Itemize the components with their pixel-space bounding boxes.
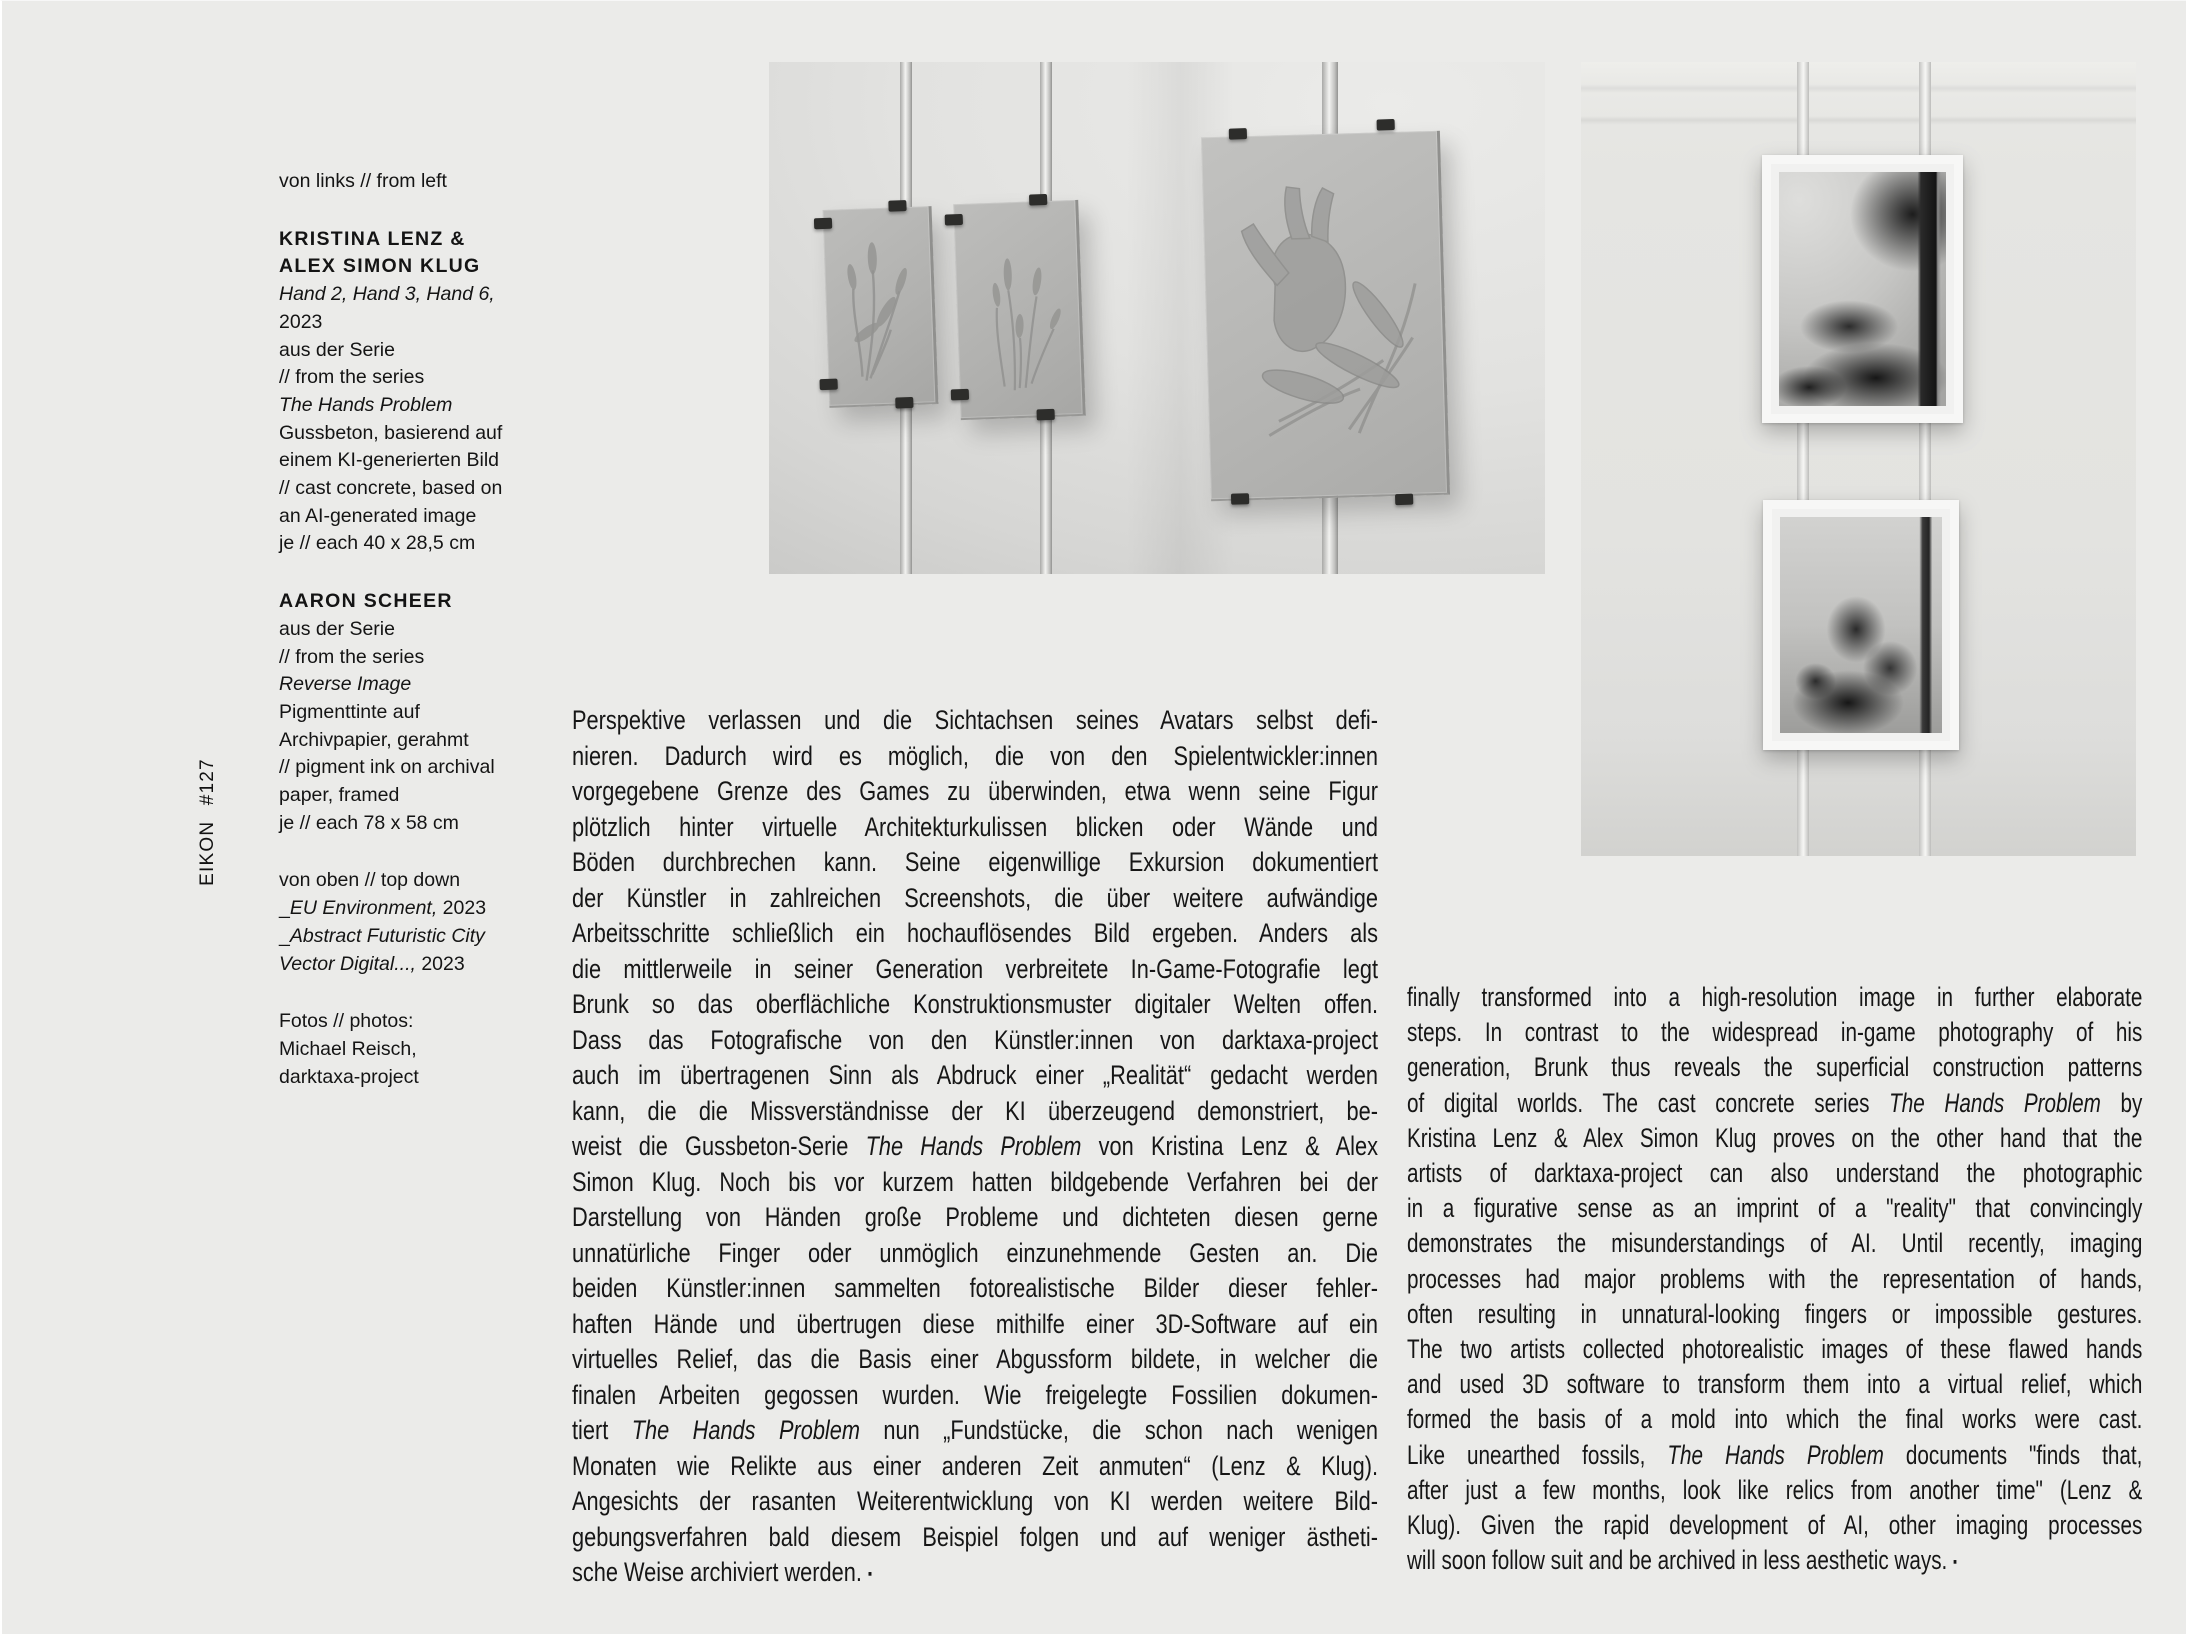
text-line: KRISTINA LENZ & xyxy=(279,227,466,250)
text-line: der Künstler in zahlreichen Screenshots, die über weitere aufwändige xyxy=(572,882,1378,913)
text-line: Pigmenttinte auf xyxy=(279,700,420,723)
caption-block xyxy=(279,226,579,558)
text-line: ALEX SIMON KLUG xyxy=(279,255,481,278)
concrete-panel-hand3 xyxy=(953,200,1085,420)
text-line: Perspektive verlassen und die Sichtachsen seines Avatars selbst defi- xyxy=(572,705,1378,735)
framed-print-eu-environment xyxy=(1762,155,1963,423)
text-line: je // each 78 x 58 cm xyxy=(279,811,459,834)
text-line: // from the series xyxy=(279,645,425,668)
caption-column xyxy=(279,168,579,1091)
article-text-english xyxy=(1407,980,2142,1581)
text-line: aus der Serie xyxy=(279,338,395,361)
text-line: Fotos // photos: xyxy=(279,1010,414,1033)
text-line: kann, die die Missverständnisse der KI überzeugend demonstriert, be- xyxy=(572,1095,1378,1126)
text-line: Angesichts der rasanten Weiterentwicklung von KI werden weitere Bild- xyxy=(572,1486,1378,1516)
text-line: Archivpapier, gerahmt xyxy=(279,728,469,751)
text-line: die mittlerweile in seiner Generation verbreitete In-Game-Fotografie legt xyxy=(572,953,1378,984)
text-line: // pigment ink on archival xyxy=(279,756,495,779)
hand-relief-graphic xyxy=(1201,131,1447,499)
text-line: Vector Digital..., 2023 xyxy=(279,952,465,975)
text-line: Simon Klug. Noch bis vor kurzem hatten bildgebende Verfahren bei der xyxy=(572,1166,1378,1197)
panel-clip xyxy=(888,200,906,212)
text-line: in a figurative sense as an imprint of a "reality" that convincingly xyxy=(1407,1193,2143,1224)
caption-block xyxy=(279,1008,579,1091)
text-line: nieren. Dadurch wird es möglich, die von den Spielentwickler:innen xyxy=(572,740,1378,771)
text-line: Klug). Given the rapid development of AI, other imaging processes xyxy=(1407,1510,2143,1541)
panel-clip xyxy=(1036,409,1054,421)
panel-clip xyxy=(951,389,969,401)
text-line: je // each 40 x 28,5 cm xyxy=(279,532,476,555)
text-line: 2023 xyxy=(279,310,323,333)
text-line: auch im übertragenen Sinn als Abdruck einer „Realität“ gedacht werden xyxy=(572,1060,1378,1090)
artwork-eu-environment xyxy=(1779,172,1946,406)
text-line: von links // from left xyxy=(279,170,447,192)
text-line: finalen Arbeiten gegossen wurden. Wie freigelegte Fossilien dokumen- xyxy=(572,1379,1378,1410)
text-line: steps. In contrast to the widespread in-game photography of his xyxy=(1407,1017,2143,1048)
text-line: generation, Brunk thus reveals the superficial construction patterns xyxy=(1407,1052,2143,1083)
text-line: Michael Reisch, xyxy=(279,1037,417,1060)
text-line: of digital worlds. The cast concrete series The Hands Problem by xyxy=(1407,1087,2143,1118)
article-text-german xyxy=(572,703,1378,1593)
text-line: _EU Environment, 2023 xyxy=(279,897,487,920)
caption-block xyxy=(279,168,579,196)
text-line: Darstellung von Händen große Probleme und dichteten diesen gerne xyxy=(572,1202,1378,1232)
text-line: tiert The Hands Problem nun „Fundstücke, die schon nach wenigen xyxy=(572,1415,1378,1445)
text-line: Arbeitsschritte schließlich ein hochauflösendes Bild ergeben. Anders als xyxy=(572,918,1378,948)
text-line: Like unearthed fossils, The Hands Problem documents "finds that, xyxy=(1407,1439,2143,1470)
text-line: after just a few months, look like relics from another time" (Lenz & xyxy=(1407,1474,2143,1505)
text-line: The Hands Problem xyxy=(279,393,453,416)
text-line: often resulting in unnatural-looking fingers or impossible gestures. xyxy=(1407,1298,2143,1329)
framed-print-abstract-futuristic-city xyxy=(1763,500,1959,750)
text-line: plötzlich hinter virtuelle Architekturkulissen blicken oder Wände und xyxy=(572,811,1378,842)
text-line: _Abstract Futuristic City xyxy=(279,924,485,947)
text-line: and used 3D software to transform them into a virtual relief, which xyxy=(1407,1369,2143,1400)
concrete-panel-hand6 xyxy=(1201,131,1450,502)
caption-block xyxy=(279,867,579,978)
text-line: AARON SCHEER xyxy=(279,590,453,613)
text-line: von oben // top down xyxy=(279,869,461,892)
panel-clip xyxy=(1229,128,1247,139)
panel-clip xyxy=(1231,493,1249,504)
text-line: vorgegebene Grenze des Games zu überwinden, etwa wenn seine Figur xyxy=(572,776,1378,806)
text-line: paper, framed xyxy=(279,784,400,807)
text-line: will soon follow suit and be archived in less aesthetic ways. ▪ xyxy=(1407,1545,1958,1576)
text-line: // cast concrete, based on xyxy=(279,477,503,500)
text-line: Böden durchbrechen kann. Seine eigenwillige Exkursion dokumentiert xyxy=(572,847,1378,877)
installation-photo-concrete xyxy=(769,62,1545,574)
text-line: demonstrates the misunderstandings of AI. Until recently, imaging xyxy=(1407,1228,2143,1259)
text-line: formed the basis of a mold into which the final works were cast. xyxy=(1407,1404,2143,1435)
frame-mat xyxy=(1771,164,1954,414)
plant-relief-graphic xyxy=(953,200,1082,418)
panel-clip xyxy=(895,397,913,409)
magazine-issue-label: EIKON #127 xyxy=(197,758,218,886)
text-line: haften Hände und übertrugen diese mithilfe einer 3D-Software auf ein xyxy=(572,1308,1378,1339)
text-line: Dass das Fotografische von den Künstler:innen von darktaxa-project xyxy=(572,1024,1378,1055)
text-line: unnatürliche Finger oder unmöglich einzunehmende Gesten an. Die xyxy=(572,1237,1378,1268)
panel-clip xyxy=(819,379,837,391)
caption-block xyxy=(279,588,579,837)
text-line: virtuelles Relief, das die Basis einer Abgussform bildete, in welcher die xyxy=(572,1344,1378,1374)
artwork-abstract-futuristic-city xyxy=(1780,517,1942,733)
panel-clip xyxy=(1395,494,1413,505)
panel-clip xyxy=(1377,119,1395,130)
text-line: finally transformed into a high-resolution image in further elaborate xyxy=(1407,982,2143,1012)
text-line: processes had major problems with the representation of hands, xyxy=(1407,1263,2143,1294)
frame-mat xyxy=(1772,509,1950,741)
text-line: Reverse Image xyxy=(279,673,412,696)
text-line: darktaxa-project xyxy=(279,1065,419,1088)
text-line: an AI-generated image xyxy=(279,504,477,527)
installation-photo-frames xyxy=(1581,62,2136,856)
text-line: Gussbeton, basierend auf xyxy=(279,421,503,444)
text-line: beiden Künstler:innen sammelten fotorealistische Bilder dieser fehler- xyxy=(572,1273,1378,1303)
panel-clip xyxy=(945,214,963,226)
panel-clip xyxy=(814,218,832,230)
text-line: gebungsverfahren bald diesem Beispiel folgen und auf weniger ästheti- xyxy=(572,1521,1378,1552)
panel-clip xyxy=(1029,194,1047,206)
text-line: Monaten wie Relikte aus einer anderen Zeit anmuten“ (Lenz & Klug). xyxy=(572,1450,1378,1481)
concrete-panel-hand2 xyxy=(823,206,939,408)
text-line: Kristina Lenz & Alex Simon Klug proves on the other hand that the xyxy=(1407,1122,2143,1153)
text-line: sche Weise archiviert werden. ▪ xyxy=(572,1557,873,1587)
text-line: The two artists collected photorealistic images of these flawed hands xyxy=(1407,1334,2143,1365)
text-line: einem KI-generierten Bild xyxy=(279,449,500,472)
text-line: Hand 2, Hand 3, Hand 6, xyxy=(279,283,495,306)
text-line: aus der Serie xyxy=(279,617,395,640)
text-line: weist die Gussbeton-Serie The Hands Problem von Kristina Lenz & Alex xyxy=(572,1131,1378,1161)
text-line: Brunk so das oberflächliche Konstruktionsmuster digitaler Welten offen. xyxy=(572,989,1378,1019)
text-line: artists of darktaxa-project can also understand the photographic xyxy=(1407,1158,2143,1189)
plant-relief-graphic xyxy=(823,206,936,406)
text-line: // from the series xyxy=(279,366,425,389)
